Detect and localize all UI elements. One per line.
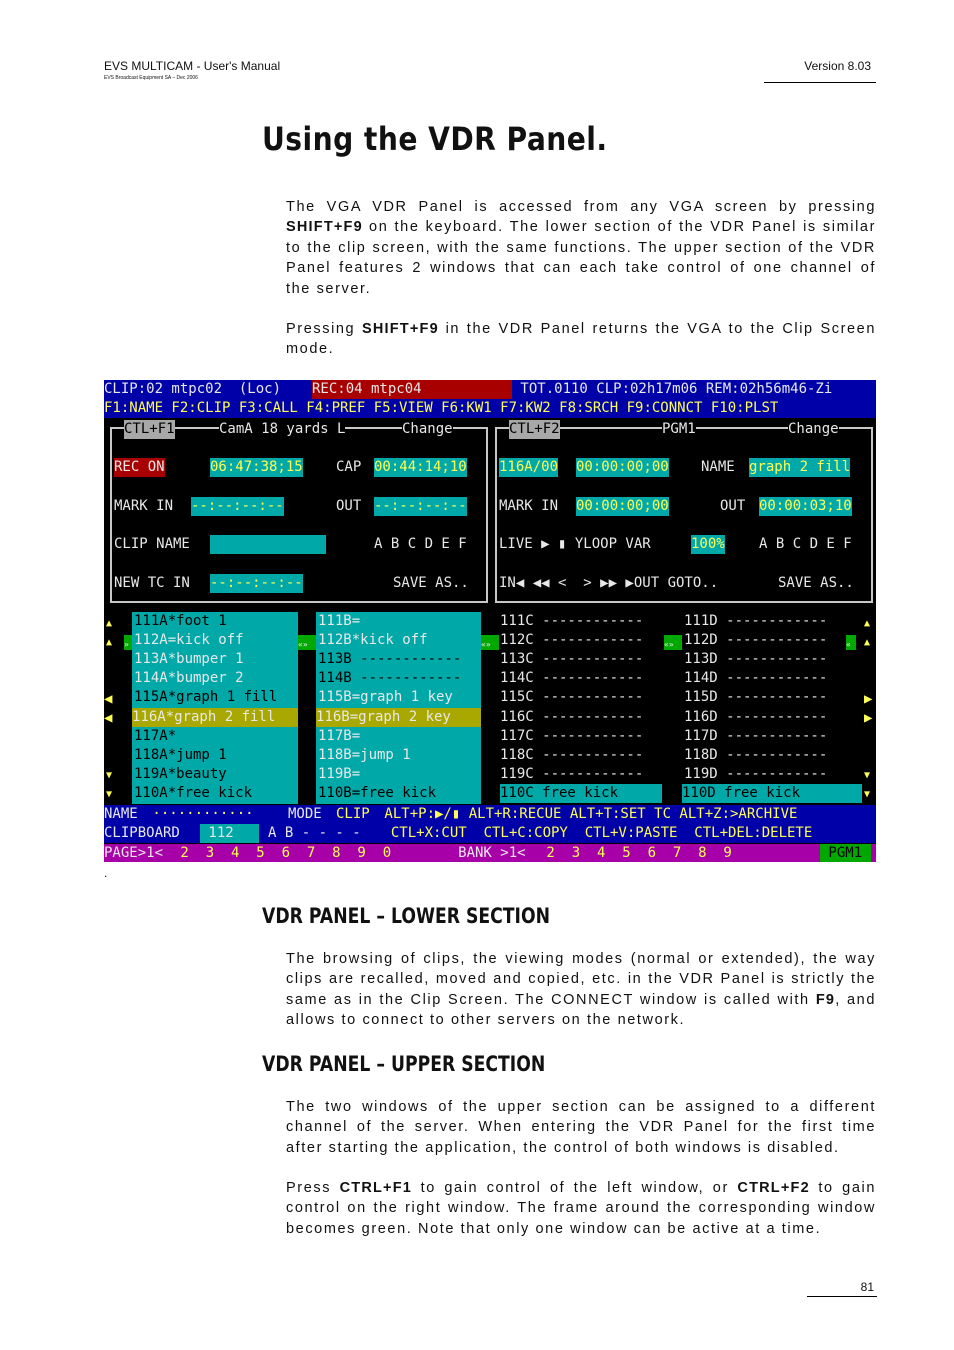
selection-marker: « xyxy=(846,635,856,650)
clip-list-item[interactable]: 114A*bumper 2 xyxy=(134,670,244,686)
cap-label: CAP xyxy=(336,459,362,475)
intro-text: on the keyboard. The lower section of the VDR Panel is similar to the clip screen, with the same functions. The upper section of the VDR Panel features 2 windows that can each take control of one channel of the server. xyxy=(286,219,876,297)
selection-marker: «» xyxy=(664,635,682,650)
right-clip-timecode: 00:00:00;00 xyxy=(576,459,669,475)
left-change-button[interactable]: Change xyxy=(402,421,453,437)
right-mark-in-tc[interactable]: 00:00:00;00 xyxy=(576,498,669,514)
page-title: Using the VDR Panel. xyxy=(262,120,608,158)
key-shift-f9: SHIFT+F9 xyxy=(286,219,363,236)
right-name-value[interactable]: graph 2 fill xyxy=(749,459,851,475)
page-selector[interactable]: 2 3 4 5 6 7 8 9 0 xyxy=(172,845,392,861)
upper-section-heading: VDR PANEL – UPPER SECTION xyxy=(262,1052,546,1076)
right-name-label: NAME xyxy=(701,459,735,475)
upper-text: to gain control of the left window, or xyxy=(412,1180,738,1196)
right-cam-selector[interactable]: A B C D E F xyxy=(759,536,852,552)
selection-marker: » xyxy=(124,635,132,650)
intro-paragraph-2 xyxy=(286,319,876,360)
rec-on-label[interactable]: REC ON xyxy=(114,459,165,475)
page-bank-bar xyxy=(104,844,876,862)
company-line: EVS Broadcast Equipment SA – Dec 2006 xyxy=(104,75,198,81)
bank-selector[interactable]: 2 3 4 5 6 7 8 9 xyxy=(538,845,732,861)
left-window-title: CamA 18 yards L xyxy=(219,421,346,437)
clip-list-item[interactable]: 119A*beauty xyxy=(134,766,227,782)
right-save-as-button[interactable]: SAVE AS.. xyxy=(778,575,854,591)
intro-text: Pressing xyxy=(286,321,362,337)
transport-controls[interactable]: LIVE ▶ ▮ YLOOP VAR xyxy=(499,536,651,552)
name-field[interactable]: ············ xyxy=(144,806,254,822)
scroll-down-icon[interactable]: ▼ xyxy=(106,789,113,800)
lower-text: The browsing of clips, the viewing modes (normal or extended), the way clips are recalled, moved and copied, etc. in the VDR Panel is strictly the same as in the Clip Screen. The CONNECT window is called with xyxy=(286,951,876,1008)
page-number: 81 xyxy=(860,1280,874,1294)
right-out-tc[interactable]: 00:00:03;10 xyxy=(759,498,852,514)
bank-label: BANK >1< xyxy=(416,845,526,861)
scroll-right-icon[interactable]: ▶ xyxy=(864,691,873,707)
version-label: Version 8.03 xyxy=(804,59,871,73)
clip-list-item[interactable]: 117D ------------ xyxy=(684,728,828,744)
intro-paragraph-1 xyxy=(286,197,876,299)
header-left xyxy=(104,59,280,81)
lower-text: , and allows to connect to other servers on the network. xyxy=(286,991,876,1029)
time-status: TOT.0110 CLP:02h17m06 REM:02h56m46-Zi xyxy=(512,380,876,399)
new-tc-in-input[interactable]: --:--:--:-- xyxy=(210,575,303,591)
right-out-button[interactable]: OUT xyxy=(720,498,746,514)
clip-list-item[interactable]: 116C ------------ xyxy=(500,709,644,725)
scroll-left-icon[interactable]: ◀ xyxy=(104,691,113,707)
header-rule xyxy=(764,82,876,83)
scroll-right-icon[interactable]: ▶ xyxy=(864,710,873,726)
scroll-up-icon[interactable]: ▲ xyxy=(864,618,871,629)
selection-marker: «» xyxy=(481,635,499,650)
left-out-button[interactable]: OUT xyxy=(336,498,362,514)
right-clip-id: 116A/00 xyxy=(499,459,559,475)
function-keys-bar[interactable]: F1:NAME F2:CLIP F3:CALL F4:PREF F5:VIEW F6:KW1 F7:KW2 F8:SRCH F9:CONNCT F10:PLST xyxy=(104,399,876,418)
clip-list-item[interactable]: 115C ------------ xyxy=(500,689,644,705)
left-mark-in-button[interactable]: MARK IN xyxy=(114,498,174,514)
clipboard-cams: A B - - - - xyxy=(268,825,361,841)
intro-text: The VGA VDR Panel is accessed from any VGA screen by pressing xyxy=(286,199,876,215)
page-label: PAGE>1< xyxy=(104,845,164,861)
key-ctrl-f2: CTRL+F2 xyxy=(737,1180,810,1196)
upper-text: Press xyxy=(286,1180,340,1196)
clip-list-item[interactable]: 110B=free kick xyxy=(318,785,437,801)
clip-list-item[interactable]: 111D ------------ xyxy=(684,613,828,629)
key-shift-f9: SHIFT+F9 xyxy=(361,321,439,337)
alt-shortcuts: ALT+P:▶/▮ ALT+R:RECUE ALT+T:SET TC ALT+Z:>ARCHIVE xyxy=(376,806,798,822)
rec-status: REC:04 mtpc04 xyxy=(312,380,512,399)
clip-name-label: CLIP NAME xyxy=(114,536,190,552)
mode-value[interactable]: CLIP xyxy=(336,806,370,822)
manual-title: EVS MULTICAM - User's Manual xyxy=(104,59,281,73)
clip-list-item[interactable]: 110D free kick xyxy=(682,784,862,803)
var-speed-value[interactable]: 100% xyxy=(691,536,725,552)
name-label: NAME xyxy=(104,806,138,822)
clip-list-item[interactable]: 114C ------------ xyxy=(500,670,644,686)
clip-list-item[interactable]: 112D ------------ xyxy=(684,632,828,648)
clip-list-item[interactable]: 119D ------------ xyxy=(684,766,828,782)
right-change-button[interactable]: Change xyxy=(788,421,839,437)
clip-list-item[interactable]: 114D ------------ xyxy=(684,670,828,686)
clip-list-item[interactable]: 112C ------------ xyxy=(500,632,644,648)
cap-timecode: 00:44:14;10 xyxy=(374,459,467,475)
pgm-indicator[interactable]: PGM1 xyxy=(820,845,871,861)
bottom-bar-2 xyxy=(104,824,876,843)
clip-list-item[interactable]: 111A*foot 1 xyxy=(134,613,227,629)
key-ctrl-f1: CTRL+F1 xyxy=(339,1180,413,1196)
clip-list-item[interactable]: 118A*jump 1 xyxy=(134,747,227,763)
clip-list-item[interactable]: 110A*free kick xyxy=(134,785,253,801)
clip-list-item[interactable]: 119C ------------ xyxy=(500,766,644,782)
scroll-left-icon[interactable]: ◀ xyxy=(104,710,113,726)
left-mark-in-tc[interactable]: --:--:--:-- xyxy=(191,498,284,514)
clip-list-item[interactable]: 116D ------------ xyxy=(684,709,828,725)
clip-list-item[interactable]: 112A=kick off xyxy=(134,632,244,648)
scroll-down-icon[interactable]: ▼ xyxy=(864,770,871,781)
scroll-down-icon[interactable]: ▼ xyxy=(864,789,871,800)
clip-list-item[interactable]: 117C ------------ xyxy=(500,728,644,744)
upper-section-paragraph-2 xyxy=(286,1178,876,1239)
upper-text: to gain control on the right window. The frame around the corresponding window becomes green. Note that only one window can be active at a time. xyxy=(286,1180,876,1237)
right-window-title: PGM1 xyxy=(662,421,696,437)
vdr-panel-screenshot xyxy=(104,380,876,862)
clip-list-item[interactable]: 113C ------------ xyxy=(500,651,644,667)
clipboard-value: 112 xyxy=(200,825,260,841)
clip-list-item[interactable]: 114B ------------ xyxy=(318,670,462,686)
status-bar xyxy=(104,380,876,399)
ctl-shortcuts: CTL+X:CUT CTL+C:COPY CTL+V:PASTE CTL+DEL:DELETE xyxy=(374,825,813,841)
clip-name-input[interactable] xyxy=(210,535,326,554)
clip-list-item[interactable]: 111B= xyxy=(318,613,361,629)
clip-list-item[interactable]: 110C free kick xyxy=(500,784,662,803)
clip-list-item[interactable]: 118B=jump 1 xyxy=(318,747,411,763)
scroll-up-icon[interactable]: ▲ xyxy=(106,618,113,629)
left-out-tc[interactable]: --:--:--:-- xyxy=(374,498,467,514)
scroll-up-icon[interactable]: ▲ xyxy=(106,637,113,648)
clip-list-item[interactable]: 117B= xyxy=(318,728,361,744)
bottom-bar-1 xyxy=(104,805,876,824)
mode-label: MODE xyxy=(288,806,322,822)
clip-list-item-selected[interactable]: 116B=graph 2 key xyxy=(316,708,481,727)
clip-list-item[interactable]: 115B=graph 1 key xyxy=(318,689,453,705)
clip-list-item[interactable]: 118D ------------ xyxy=(684,747,828,763)
clip-list-item[interactable]: 115A*graph 1 fill xyxy=(134,689,278,705)
clip-list-item-selected[interactable]: 116A*graph 2 fill xyxy=(132,708,298,727)
scroll-down-icon[interactable]: ▼ xyxy=(106,770,113,781)
upper-section-paragraph-1: The two windows of the upper section can be assigned to a different channel of the server. When entering the VDR Panel for the first time after starting the application, the control of both windows is disabled. xyxy=(286,1099,876,1156)
rec-timecode: 06:47:38;15 xyxy=(210,459,303,475)
left-save-as-button[interactable]: SAVE AS.. xyxy=(393,575,469,591)
clip-list-item[interactable]: 112B*kick off xyxy=(318,632,428,648)
clip-list-item[interactable]: 117A* xyxy=(134,728,177,744)
selection-marker: «» xyxy=(298,635,316,650)
footer-rule xyxy=(807,1296,877,1297)
clip-list-item[interactable]: 113D ------------ xyxy=(684,651,828,667)
clip-list-item[interactable]: 113B ------------ xyxy=(318,651,462,667)
right-mark-in-button[interactable]: MARK IN xyxy=(499,498,559,514)
clip-list-item[interactable]: 118C ------------ xyxy=(500,747,644,763)
key-f9: F9 xyxy=(815,991,836,1008)
new-tc-in-label: NEW TC IN xyxy=(114,575,190,591)
caption-dot: . xyxy=(104,866,108,880)
clip-list-item[interactable]: 111C ------------ xyxy=(500,613,644,629)
scroll-up-icon[interactable]: ▲ xyxy=(864,637,871,648)
ctl-f1-label[interactable]: CTL+F1 xyxy=(124,421,175,437)
clip-status: CLIP:02 mtpc02 (Loc) xyxy=(104,380,312,399)
clip-list-item[interactable]: 115D ------------ xyxy=(684,689,828,705)
intro-text: in the VDR Panel returns the VGA to the Clip Screen mode. xyxy=(286,321,877,358)
ctl-f2-label[interactable]: CTL+F2 xyxy=(509,421,560,437)
clip-list-item[interactable]: 113A*bumper 1 xyxy=(134,651,244,667)
clipboard-label: CLIPBOARD xyxy=(104,825,180,841)
lower-section-paragraph xyxy=(286,949,876,1031)
lower-section-heading: VDR PANEL – LOWER SECTION xyxy=(262,904,551,928)
left-cam-selector[interactable]: A B C D E F xyxy=(374,536,467,552)
navigation-controls[interactable]: IN◀ ◀◀ < > ▶▶ ▶OUT GOTO.. xyxy=(499,575,719,591)
clip-list-item[interactable]: 119B= xyxy=(318,766,361,782)
